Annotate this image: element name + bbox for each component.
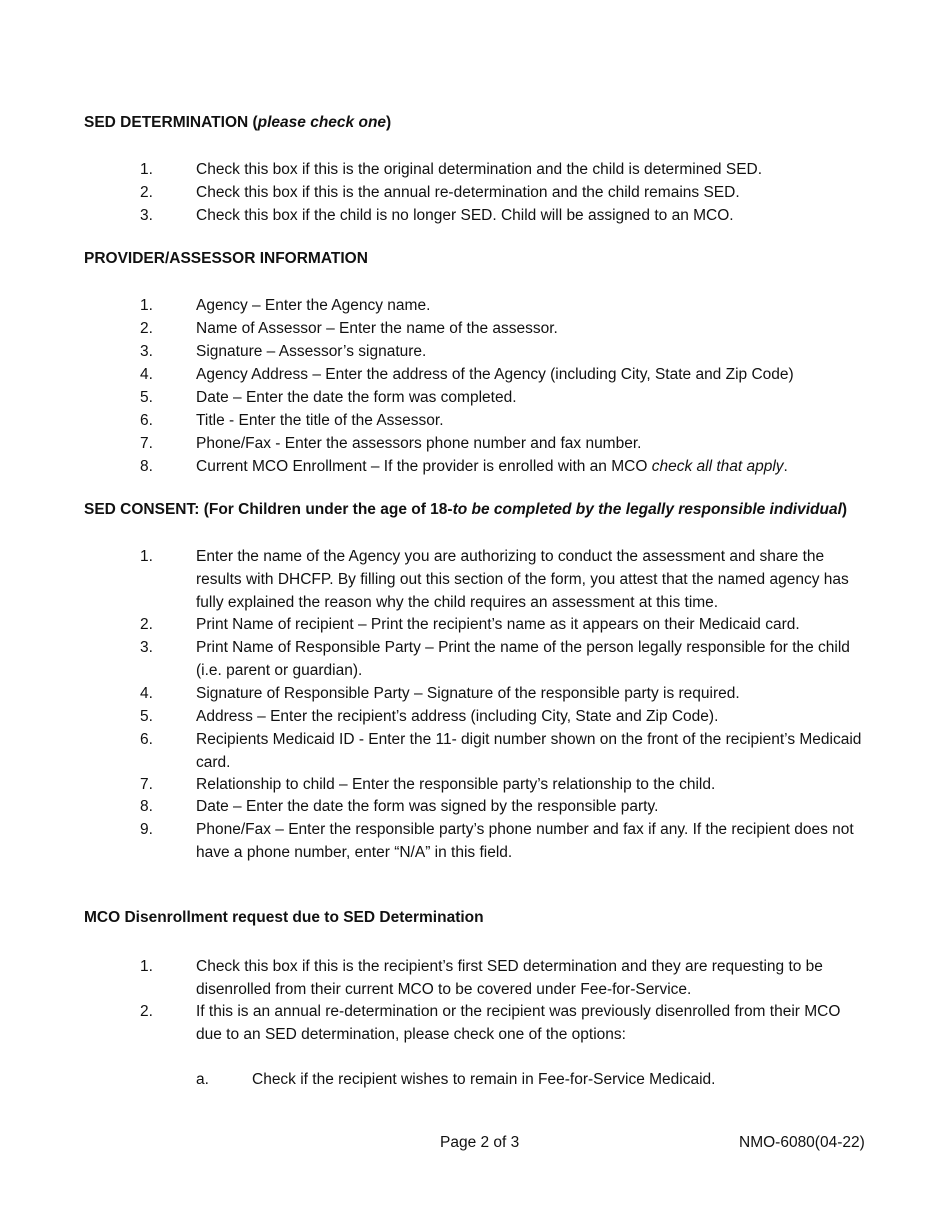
- sed-determination-heading: SED DETERMINATION (please check one): [84, 114, 392, 131]
- mco-disenrollment-heading: MCO Disenrollment request due to SED Determination: [84, 909, 484, 926]
- form-id: NMO-6080(04-22): [739, 1134, 865, 1151]
- provider-info-heading: PROVIDER/ASSESSOR INFORMATION: [84, 250, 368, 267]
- sed-consent-heading: SED CONSENT: (For Children under the age of 18-to be completed by the legally responsible individual): [84, 501, 848, 518]
- page-number: Page 2 of 3: [440, 1134, 520, 1151]
